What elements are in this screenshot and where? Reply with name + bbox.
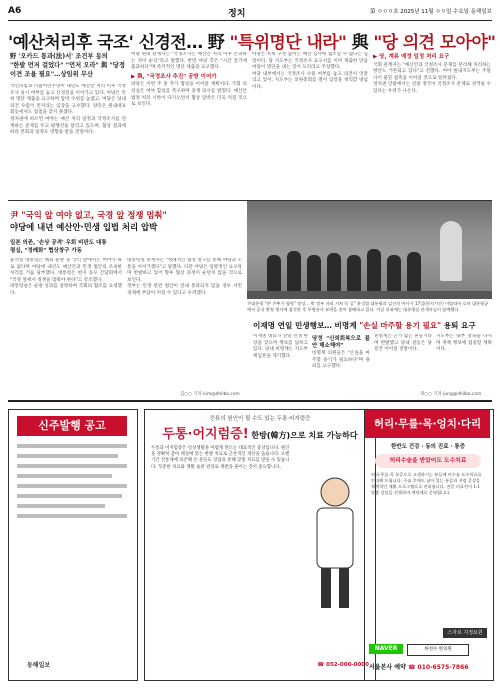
story2-headline-sub: 야당에 내년 예산안·민생 입법 처리 압박: [10, 222, 158, 232]
ad3-phone-label: 서울본사 예약: [369, 664, 408, 671]
ad2-title-main: 두통·어지럼증!: [162, 427, 249, 442]
ad2-title-sub: 한방(韓方)으로 치료 가능하다: [248, 431, 358, 440]
photo-figure: [387, 255, 401, 293]
photo-figure: [267, 255, 281, 293]
photo-ground: [247, 291, 492, 299]
story3-subhead: 당정 "신뢰회복으로 불안 해소해야": [312, 336, 370, 349]
ad2-body: 두통과 어지럼증은 일상생활을 어렵게 만드는 대표적인 증상입니다. 원인을 정확히 찾아 체질에 맞는 한방 치료로 근본적인 개선을 돕습니다. 오랜 기간 진통제에 의존해 온 분들도 상담을 통해 맞춤 치료를 받을 수 있습니다. 꾸준한 치료와 생활 습관 관리로 재발을 줄이는 것이 중요합니다.: [151, 446, 290, 470]
story1-body-col4: ▶ 당, 계류 예정 일정 처리 요구 국회 관계자는 "예산안과 국정조사 문제를 분리해 처리하는 방안도 거론되고 있다"고 전했다. 여야 원내지도부는 주말 사이 물밑 접촉을 이어갈 것으로 알려졌다. 정치권 안팎에서는 연말 정국이 국정조사 문제로 경색될 수 있다는 우려가 나온다.: [373, 54, 491, 94]
story3-body-col3: 친명계는 근거 없는 흔들기라며 반발했고 당내 갈등은 당분간 이어질 전망이다.: [374, 334, 432, 353]
headline-quote-ruling: "당 의견 모아야": [373, 33, 496, 53]
photo-wreath: [440, 221, 462, 281]
story2-headline-quote: "국익 앞 여야 없고, 국경 앞 정쟁 멈춰": [21, 210, 167, 220]
story3-headline-part: 용퇴 요구: [441, 321, 476, 330]
photo-figure: [347, 255, 361, 293]
ad3-store-badge: 스자르 지정요원: [443, 628, 487, 638]
story1-body-col2: 여당 원내 관계자는 "국정조사는 예산안 처리 이후 논의하는 것이 순리"라고 말했다. 반면 야당 측은 "시간 끌기에 불과하다"며 즉각적인 명단 제출을 요구했다. ▶ 與, "국정조사 추진" 공방 이어가 양당은 이번 주 중 추가 협상을 이어갈 계획이다. 국회 의장실은 여야 합의를 촉구하며 중재 의사를 밝혔다. 예산안 법정 처리 시한이 다가오면서 협상 압박은 더욱 커질 것으로 보인다.: [131, 52, 247, 108]
story2-headline-part: 尹: [10, 210, 22, 220]
story2-headline: [10, 209, 210, 233]
news-photo: [247, 201, 492, 299]
ad3-line: 한반도 건강 · 동의 진료 · 통증: [390, 444, 466, 450]
ad3-phone-number: ☎ 010-6575-7866: [407, 664, 469, 671]
ad2-title: [149, 423, 371, 442]
story1-subhead-1: 野 '오카드 통과(法)서' 조건부 동의: [10, 53, 108, 60]
photo-figure: [327, 253, 341, 293]
ad-headache-clinic: [144, 409, 376, 681]
ad3-title: 허리·무릎·목·엉치·다리: [365, 410, 490, 438]
ad3-naver-badge: NAVER: [369, 644, 403, 654]
story2-subhead: 일본 의존, '손상 공격' 우회 비판도 대통령실, "정례화" 협상창구 가동: [10, 240, 107, 254]
headline-part: 與: [346, 33, 374, 53]
doctor-illustration: [305, 470, 365, 620]
page-header: [8, 6, 492, 21]
photo-caption: 尹대통령 "伊 尹추가 협력" 정성… 박 정부 자리 거쳐 꼭 길" 윤석열 대통령과 김건희 여사가 17일(현지시간) 이탈리아 로마 대통령궁에서 공식 환영 행사에 참석한 후 무명용사 묘역을 찾아 참배하고 있다. 이날 헌화에는 대통령실 관계자들이 함께했다.: [247, 301, 489, 312]
story2-body-col1: 윤석열 대통령은 해외 순방 중 국익 앞에서는 여야가 따로 없다며 야당에 내년도 예산안과 민생 법안의 조속한 처리를 거듭 당부했다. 대통령은 현지 동포 간담회에서 "국경 앞에서 정쟁을 멈춰야 한다"고 강조했다. 대통령실은 순방 성과를 설명하며 국회의 협조를 요청했다.: [10, 258, 122, 296]
story1-redhead-2: ▶ 與, "국정조사 추진" 공방 이어가: [131, 73, 217, 80]
ad3-body: 허리·무릎·목 통증으로 고생하시는 분들께 비수술 도수치료를 안내해 드립니다. 수술 후에도 남아 있는 통증과 저림 증상을 체계적인 재활 프로그램으로 관리합니다. 전문 의료진이 1:1 맞춤 상담을 진행하며 예약제로 운영됩니다.: [371, 472, 482, 495]
story1-subheads: [10, 52, 128, 79]
ad1-title: 신주발행 공고: [17, 416, 127, 436]
ad1-logo: 동해일보: [27, 662, 51, 669]
page-number: A6: [8, 6, 22, 16]
headline-part: '예산처리후 국조' 신경전… 野: [8, 33, 230, 53]
ad-divider: [8, 400, 492, 402]
ad-spine-clinic: [364, 409, 494, 681]
photo-figure: [307, 255, 321, 293]
story3-headline: [253, 320, 493, 331]
photo-figure: [367, 249, 381, 293]
photo-figure: [407, 252, 421, 293]
main-headline: [8, 28, 496, 53]
story3-body-col4: 지도부는 내부 결속을 다지며 정책 행보에 집중할 계획이다.: [436, 334, 492, 353]
story2-byline: 김○○ 기자 kim@dhilbo.com: [180, 392, 240, 397]
ad3-phone: [369, 662, 487, 671]
photo-figure: [287, 251, 301, 293]
headline-quote-opposition: "특위명단 내라": [229, 33, 347, 53]
story3-headline-quote: "손실 마주할 용기 필요": [359, 321, 442, 330]
ad2-top: 증류의 원인이 될 수도 있는 두통·어지럼증: [209, 416, 311, 422]
ad3-search-box: 하천수 한의원: [407, 644, 469, 656]
story2-body-col2: 대통령실 관계자는 "정례적인 협상 창구를 통해 야당과 소통을 이어가겠다"고 말했다. 다만 야당은 일방적인 요구라며 반발하고 있어 향후 협상 과정이 순탄치 않을 것으로 보인다. 정부는 민생 관련 법안이 연내 통과되지 않을 경우 서민 경제에 부담이 커질 수 있다고 우려했다.: [127, 258, 242, 296]
story3-body-col2: 당정 "신뢰회복으로 불안 해소해야" 비명계 의원들은 "손실을 마주할 용기가 필요하다"며 용퇴를 요구했다.: [312, 336, 370, 370]
story3-headline-part: 이재명 연일 민생행보… 비명계: [253, 321, 360, 330]
story3-byline: 정○○ 기자 jung@dhilbo.com: [420, 392, 482, 397]
story1-subhead-2: "한발 먼저 걸었다" "먼저 오라" 與 "당정 이견 조율 필요"…상임위 무산: [10, 62, 125, 78]
ad3-highlight: 허리수술을 받았어도 도수치료: [375, 454, 481, 468]
issue-meta: 第 ㅇㅇㅇ호 2025년 11월 ㅇㅇ일 수요일 동해일보: [370, 9, 492, 15]
ad-stock-notice: [8, 409, 138, 681]
ad2-phone: ☎ 052-000-0000: [317, 662, 369, 668]
story1-redhead-1: ▶ 당, 계류 예정 일정 처리 요구: [373, 54, 450, 60]
story3-body-col1: 이재명 대표가 연일 민생 현장을 찾으며 행보를 넓히고 있다. 당내 비명계는 지도부 책임론을 제기했다.: [253, 334, 308, 359]
story1-body-col1: 국민의힘과 더불어민주당이 내년도 예산안 처리 이후 국정조사 실시 여부를 놓고 신경전을 이어가고 있다. 야당은 특위 명단 제출을 요구하며 압박 수위를 높였고, 여당은 당내 의견 수렴이 먼저라는 입장을 고수했다. 양측은 원내대표 회동에서도 접점을 찾지 못했다. 정치권에 따르면 여야는 예산 처리 일정과 국정조사를 연계하는 문제를 두고 평행선을 달리고 있으며, 협상 결과에 따라 본회의 일정도 영향을 받을 전망이다.: [10, 84, 126, 136]
ad1-text-lines: [17, 444, 127, 524]
story1-body-col3: 야당은 특위 구성 없이는 예산 심사에 협조할 수 없다는 입장이다. 당 지도부는 국정조사 요구서를 이미 제출한 만큼 여당이 명단을 내는 것이 도리라고 주장했다. 여당 내부에서는 국정조사 수용 여부를 놓고 의견이 엇갈리고 있어, 지도부는 의원총회를 열어 입장을 정리할 방침이다.: [252, 52, 368, 90]
section-name: 정치: [228, 9, 246, 19]
